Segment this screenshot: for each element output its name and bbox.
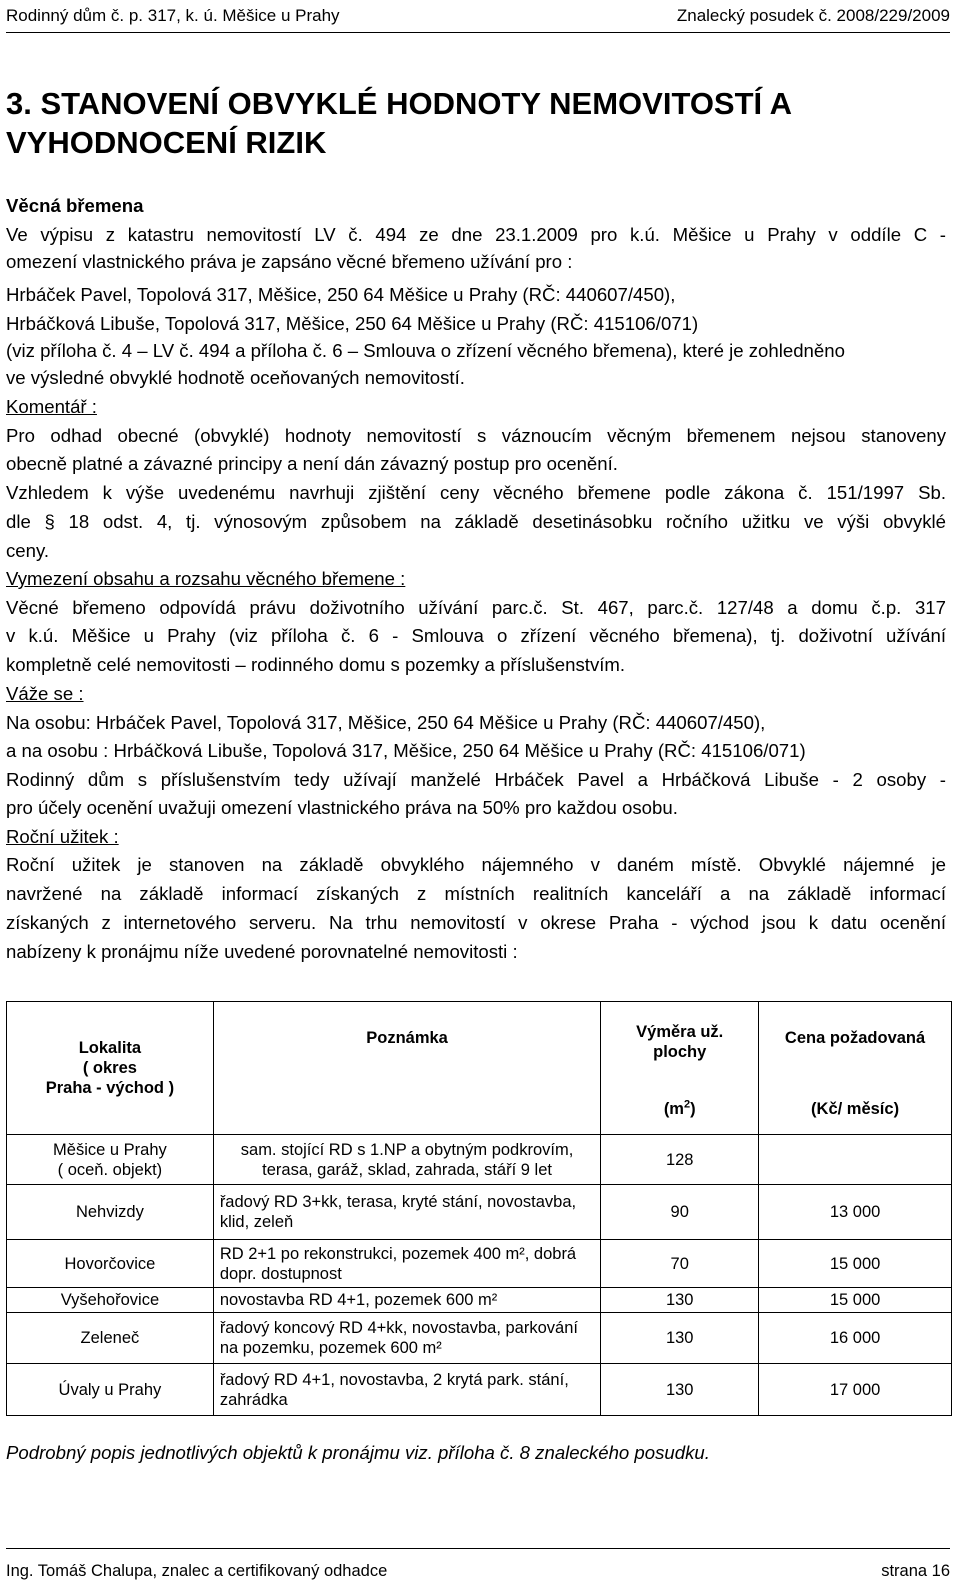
p2-line: dle § 18 odst. 4, tj. výnosovým způsobem na základě desetinásobku ročního užitku ve výši obvyklé (6, 511, 946, 532)
cell-lokalita: Vyšehořovice (7, 1288, 214, 1313)
p4-line: Rodinný dům s příslušenstvím tedy užívají manželé Hrbáček Pavel a Hrbáčková Libuše - 2 osoby - (6, 769, 946, 790)
rocni-label: Roční užitek : (6, 826, 119, 847)
page-number: strana 16 (881, 1562, 950, 1580)
vymezeni-label: Vymezení obsahu a rozsahu věcného břemene : (6, 568, 406, 589)
cell-lokalita: Úvaly u Prahy (7, 1364, 214, 1416)
p1-line: (viz příloha č. 4 – LV č. 494 a příloha č. 6 – Smlouva o zřízení věcného břemena), které je zohledněno (6, 340, 845, 361)
title-line-2: VYHODNOCENÍ RIZIK (6, 125, 327, 160)
footer-author: Ing. Tomáš Chalupa, znalec a certifikovaný odhadce (6, 1562, 388, 1580)
section-title (6, 84, 906, 162)
komentar-label: Komentář : (6, 396, 97, 417)
cell-vymera: 130 (601, 1288, 759, 1313)
cell-vymera: 70 (601, 1240, 759, 1288)
p4-line: pro účely ocenění uvažuji omezení vlastnického práva na 50% pro každou osobu. (6, 797, 678, 818)
table-row (7, 1288, 952, 1313)
header-cena-unit: (Kč/ měsíc) (759, 1097, 952, 1134)
cell-note: řadový koncový RD 4+kk, novostavba, parkování na pozemku, pozemek 600 m² (213, 1313, 600, 1364)
header-vymera-unit: $(m^2)$ (601, 1097, 759, 1134)
annex-note: Podrobný popis jednotlivých objektů k pronájmu viz. příloha č. 8 znaleckého posudku. (6, 1442, 710, 1463)
header-left: Rodinný dům č. p. 317, k. ú. Měšice u Prahy (6, 6, 340, 25)
heading-vecna-bremena: Věcná břemena (6, 195, 144, 216)
cell-vymera: 130 (601, 1364, 759, 1416)
cell-lokalita: Měšice u Prahy ( oceň. objekt) (7, 1135, 214, 1185)
p4-line: Na osobu: Hrbáček Pavel, Topolová 317, Měšice, 250 64 Měšice u Prahy (RČ: 440607/450), (6, 712, 766, 733)
p3-line: kompletně celé nemovitosti – rodinného domu s pozemky a příslušenstvím. (6, 654, 626, 675)
p5-line: nabízeny k pronájmu níže uvedené porovnatelné nemovitosti : (6, 941, 518, 962)
header-right: Znalecký posudek č. 2008/229/2009 (676, 6, 950, 25)
cell-cena: 17 000 (759, 1364, 952, 1416)
page-header (6, 4, 950, 33)
p2-line: obecně platné a závazné principy a není dán závazný postup pro ocenění. (6, 453, 618, 474)
p2-line: Vzhledem k výše uvedenému navrhuji zjištění ceny věcného břemene podle zákona č. 151/1997 Sb. (6, 482, 946, 503)
cell-note: sam. stojící RD s 1.NP a obytným podkrovím, terasa, garáž, sklad, zahrada, stáří 9 let (213, 1135, 600, 1185)
cell-vymera: 90 (601, 1185, 759, 1240)
cell-note: řadový RD 3+kk, terasa, kryté stání, novostavba, klid, zeleň (213, 1185, 600, 1240)
header-vymera: Výměra už. plochy (601, 1002, 759, 1098)
p5-line: získaných z internetového serveru. Na trhu nemovitostí v okrese Praha - východ jsou k datu ocenění (6, 912, 946, 933)
cell-cena: 13 000 (759, 1185, 952, 1240)
cell-vymera: 128 (601, 1135, 759, 1185)
table-row (7, 1313, 952, 1364)
cell-cena: 15 000 (759, 1288, 952, 1313)
cell-cena: 15 000 (759, 1240, 952, 1288)
table-row (7, 1135, 952, 1185)
table-row (7, 1240, 952, 1288)
header-lokalita: Lokalita ( okres Praha - východ ) (7, 1002, 214, 1135)
p1-line: omezení vlastnického práva je zapsáno věcné břemeno užívání pro : (6, 251, 573, 272)
p1-line: Hrbáček Pavel, Topolová 317, Měšice, 250 64 Měšice u Prahy (RČ: 440607/450), (6, 284, 676, 305)
p5-line: Roční užitek je stanoven na základě obvyklého nájemného v daném místě. Obvyklé nájemné je (6, 854, 946, 875)
title-line-1: 3. STANOVENÍ OBVYKLÉ HODNOTY NEMOVITOSTÍ A (6, 86, 793, 121)
vaze-label: Váže se : (6, 683, 84, 704)
header-poznamka: Poznámka (213, 1002, 600, 1135)
cell-note: RD 2+1 po rekonstrukci, pozemek 400 m², dobrá dopr. dostupnost (213, 1240, 600, 1288)
p1-line: Ve výpisu z katastru nemovitostí LV č. 494 ze dne 23.1.2009 pro k.ú. Měšice u Prahy v oddíle C - (6, 224, 946, 245)
p2-line: Pro odhad obecné (obvyklé) hodnoty nemovitostí s váznoucím věcným břemenem nejsou stanoveny (6, 425, 946, 446)
cell-cena: 16 000 (759, 1313, 952, 1364)
p1-line: Hrbáčková Libuše, Topolová 317, Měšice, 250 64 Měšice u Prahy (RČ: 415106/071) (6, 313, 699, 334)
header-cena: Cena požadovaná (759, 1002, 952, 1098)
cell-lokalita: Zeleneč (7, 1313, 214, 1364)
cell-lokalita: Nehvizdy (7, 1185, 214, 1240)
p4-line: a na osobu : Hrbáčková Libuše, Topolová 317, Měšice, 250 64 Měšice u Prahy (RČ: 415106/071) (6, 740, 806, 761)
p5-line: navržené na základě informací získaných z místních realitních kanceláří a na základě informací (6, 883, 946, 904)
p1-line: ve výsledné obvyklé hodnotě oceňovaných nemovitostí. (6, 367, 465, 388)
p2-line: ceny. (6, 540, 50, 561)
cell-note: řadový RD 4+1, novostavba, 2 krytá park. stání, zahrádka (213, 1364, 600, 1416)
cell-vymera: 130 (601, 1313, 759, 1364)
comparison-table (6, 1001, 952, 1416)
cell-lokalita: Hovorčovice (7, 1240, 214, 1288)
p3-line: Věcné břemeno odpovídá právu doživotního užívání parc.č. St. 467, parc.č. 127/48 a domu č.p. 317 (6, 597, 946, 618)
table-row (7, 1364, 952, 1416)
cell-note: novostavba RD 4+1, pozemek 600 m² (213, 1288, 600, 1313)
cell-cena (759, 1135, 952, 1185)
page-footer (6, 1548, 950, 1585)
p3-line: v k.ú. Měšice u Prahy (viz příloha č. 6 - Smlouva o zřízení věcného břemena), tj. doživotní užívání (6, 625, 946, 646)
table-row (7, 1185, 952, 1240)
